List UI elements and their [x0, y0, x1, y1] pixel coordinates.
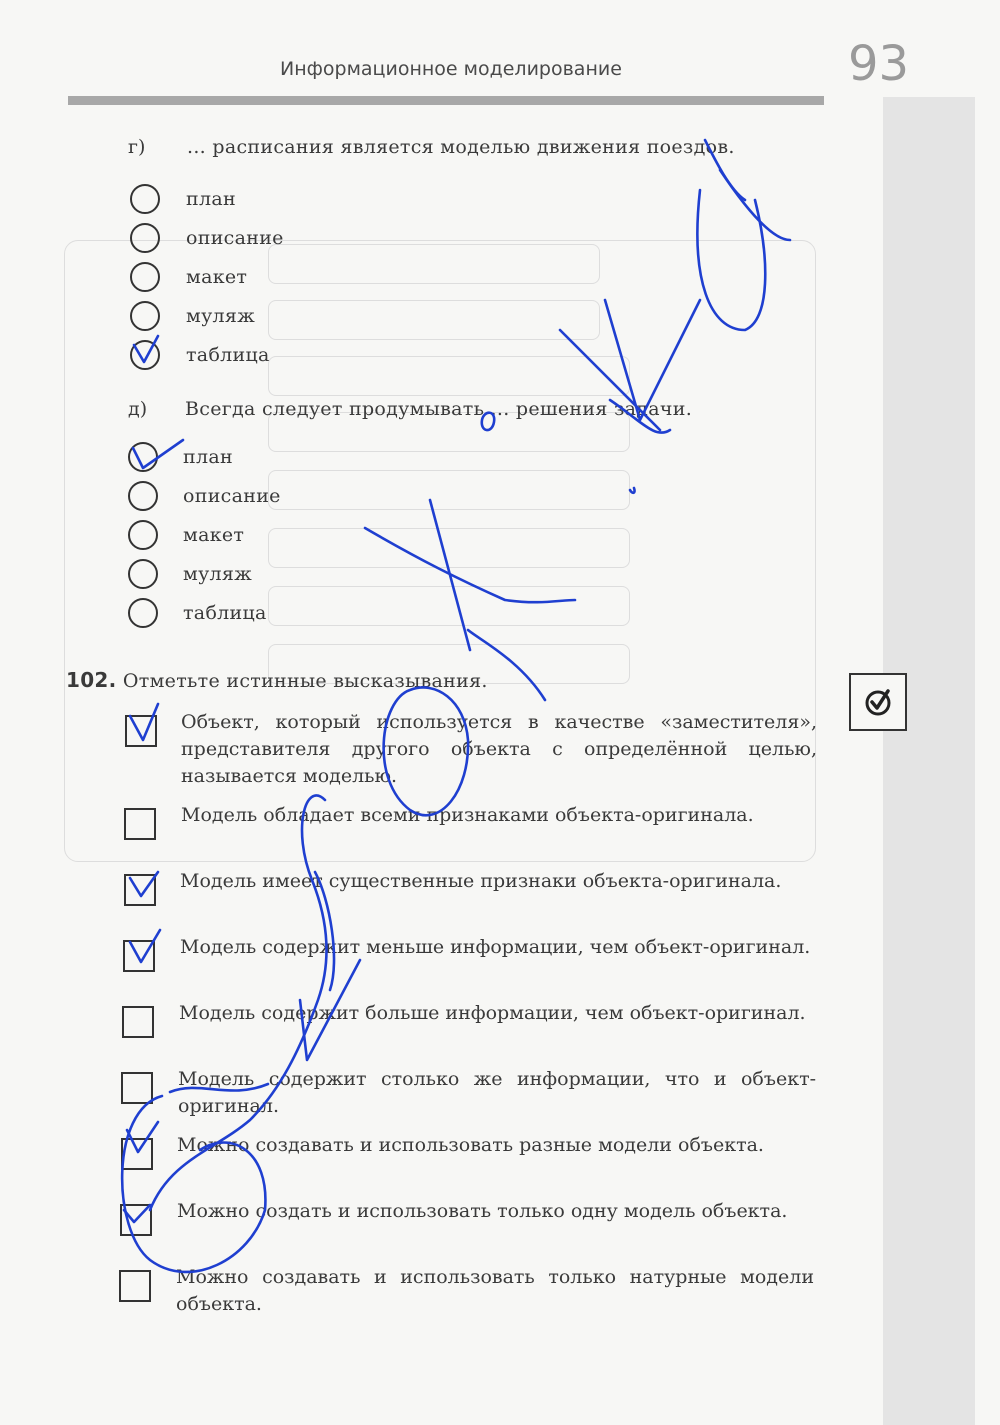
question-d-option-label: муляж	[183, 563, 252, 585]
watermark-stroke	[468, 630, 545, 700]
handwritten-tick	[130, 872, 158, 896]
statement-text: Модель содержит больше информации, чем объект-оригинал.	[179, 1002, 806, 1024]
watermark-stroke	[300, 960, 360, 1060]
question-g-letter: г)	[128, 136, 146, 158]
question-g-prompt: ... расписания является моделью движения поездов.	[187, 136, 735, 158]
statement-text: Можно создавать и использовать разные модели объекта.	[177, 1134, 764, 1156]
statement-text: Модель содержит меньше информации, чем объект-оригинал.	[180, 936, 811, 958]
watermark-stroke	[605, 300, 700, 420]
watermark-stroke	[122, 1096, 265, 1272]
watermark-stroke	[170, 1084, 268, 1092]
question-d-option-label: таблица	[183, 602, 267, 624]
watermark-stroke	[365, 528, 575, 602]
statement-text: Модель имеет существенные признаки объекта-оригинала.	[180, 870, 782, 892]
question-d-letter: д)	[128, 398, 148, 420]
question-g-option-label: муляж	[186, 305, 255, 327]
handwritten-tick	[130, 930, 160, 962]
question-g-option-label: таблица	[186, 344, 270, 366]
question-g-option-label: макет	[186, 266, 248, 288]
question-d-option-label: описание	[183, 485, 281, 507]
statement-text: Объект, который используется в качестве «заместителя», представителя другого объекта с определённой целью, называется моделью.	[181, 711, 817, 787]
statement-text: Модель содержит столько же информации, что и объект-оригинал.	[178, 1068, 816, 1117]
question-g-option-label: план	[186, 188, 236, 210]
handwritten-tick	[133, 440, 183, 468]
handwritten-tick	[130, 704, 158, 740]
watermark-stroke	[384, 687, 468, 815]
watermark-stroke	[705, 140, 745, 200]
question-d-option-label: план	[183, 446, 233, 468]
task-prompt: Отметьте истинные высказывания.	[122, 670, 488, 692]
watermark-stroke	[697, 190, 765, 330]
statement-text: Можно создать и использовать только одну модель объекта.	[177, 1200, 788, 1222]
page-number: 93	[848, 36, 910, 92]
statement-text: Можно создавать и использовать только натурные модели объекта.	[176, 1266, 814, 1315]
watermark-stroke	[560, 330, 660, 430]
question-d-prompt: Всегда следует продумывать ... решения задачи.	[185, 398, 693, 420]
task-number: 102.	[66, 668, 117, 692]
running-head: Информационное моделирование	[280, 58, 622, 80]
question-d-option-label: макет	[183, 524, 245, 546]
statement-text: Модель обладает всеми признаками объекта-оригинала.	[181, 804, 754, 826]
handwritten-tick	[134, 336, 158, 362]
watermark-stroke	[482, 413, 494, 430]
watermark-stroke	[630, 488, 635, 493]
question-g-option-label: описание	[186, 227, 284, 249]
